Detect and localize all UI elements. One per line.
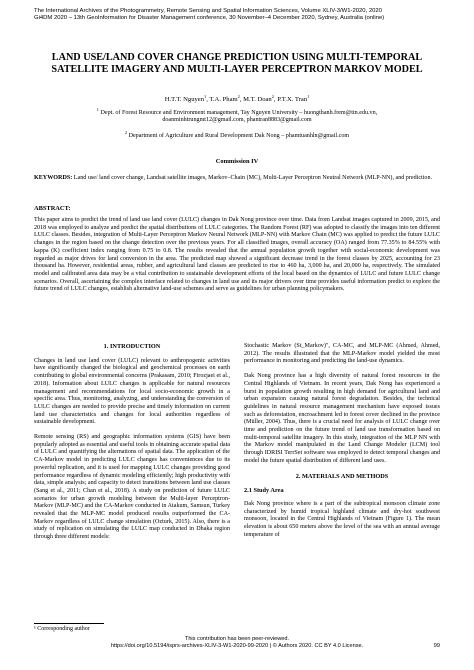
- body-paragraph: Remote sensing (RS) and geographic information systems (GIS) have been popularly adopted as essential and useful tools in obtaining accurate spatial data of LULC and quantifying the alternations of spatial data. The application of the CA-Markov model in predicting LULC changes has conveniences due to its powerful replication, and it is used for mapping LULC changes providing good performance regardless of dynamic modeling efficiently; high productivity with data, simple analysis; and capacity to detect transitions between land use classes (Sang et al., 2011; Chan et al., 2018). A study on prediction of future LULC scenarios for urban growth modeling between the Multi-layer Perceptron-Markov (MLP-MC) and the CA-Markov conducted in Atakum, Samsun, Turkey revealed that the MLP-MC model produced results outperformed the CA-Markov regardless of LULC change simulation (Ozturk, 2015). Also, there is a study of replication on simulating the LULC map conducted in Dhaka region through three different models:: [34, 434, 230, 541]
- affiliation-2: [32, 130, 442, 140]
- section-heading-introduction: 1. INTRODUCTION: [103, 343, 161, 350]
- footnote: ¹ Corresponding author: [34, 626, 90, 632]
- footer-doi-link[interactable]: https://doi.org/10.5194/isprs-archives-XLIV-3-W1-2020-99-2020 | © Authors 2020. CC BY 4.0 License.: [110, 643, 364, 649]
- right-column: [244, 343, 440, 546]
- abstract-text: This paper aims to predict the trend of land use land cover (LULC) changes in Dak Nong province over time. Data from Landsat images captured in 2009, 2015, and 2018 was employed to analyze and predict the spatial distributions of LULC categories. The Random Forest (RF) was adopted to classify the images into ten different LULC classes. Besides, integration of Multi-Layer Perceptron Markov Neural Network (MLP-NN) with Markov Chain (MC) was applied to predict the future LULC changes in the region based on the change detection over the previous years. For all classified images, overall accuracy (OA) ranged from 77.35% to 84.55% with kappa (K) coefficient index ranging from 0.75 to 0.8. The results revealed that the annual population growth together with social-economic development was regarded as major drives for land conversion in the area. The predicted map showed a significant decrease trend in the forest classes by 2025, accounting for 23 thousand ha. However, residential areas, rubber, and agricultural land classes are predicted to rise to 460 ha, 3,000 ha, and 20,000 ha, respectively. The simulated model and calibrated area data may be a vital contribution to sustainable development efforts of the local based on the dynamics of LULC and future LULC change scenarios. Overall, ascertaining the complex interface related to changes in land use and its major drivers over time provides useful information predict to explore the future trend of LULC changes, establish alternative land-use schemes and serve as guidelines for urban planning policymakers.: [34, 217, 440, 293]
- section-heading-materials-methods: 2. MATERIALS AND METHODS: [295, 472, 389, 480]
- author-name: P.T.X. Tran: [277, 96, 308, 103]
- author-affiliation-mark: 2: [237, 93, 240, 99]
- commission-label: Commission IV: [215, 158, 259, 165]
- affiliation-text: Dept. of Forest Resource and Environment management, Tay Nguyen University – huongthanh.frem@ttn.edu.vn,: [100, 110, 378, 117]
- abstract-heading: ABSTRACT:: [34, 205, 71, 212]
- keywords-block: [34, 175, 440, 182]
- affiliation-text: Department of Agriculture and Rural Development Dak Nong – phamtuanhln@gmail.com: [128, 133, 350, 140]
- affiliation-1: [32, 107, 442, 125]
- body-paragraph: Dak Nong province where is a part of the subtropical monsoon climate zone characterized by humid tropical highland climate and dry-hot southwest monsoon, located in the Central Highlands of Vietnam (Figure 1). The mean elevation is about 650 meters above the level of the sea with an annual average temperature of: [244, 500, 440, 538]
- affiliation-mark: 1: [96, 107, 99, 112]
- affiliation-emails: doanminhtrungmt12@gmail.com, phantran8883@gmail.com: [162, 117, 312, 124]
- author-affiliation-mark: 1: [307, 93, 310, 99]
- footer-review-note: This contribution has been peer-reviewed.: [184, 636, 290, 642]
- page-number: 99: [433, 643, 440, 649]
- author-name: M.T. Doan: [243, 96, 272, 103]
- keywords-label: KEYWORDS:: [34, 175, 73, 181]
- author-affiliation-mark: 1: [204, 93, 207, 99]
- author-affiliation-mark: 2: [271, 93, 274, 99]
- body-paragraph: Stochastic Markov (St_Markov)", CA-MC, and MLP-MC (Ahmed, Ahmed, 2012). The results illustrated that the MLP-Markov model yielded the most performance in monitoring and predicting the land-use dynamics.: [244, 343, 440, 365]
- body-paragraph: Dak Nong province has a high diversity of natural forest resources in the Central Highlands of Vietnam. In recent years, Dak Nong has experienced a burst in population growth resulting in high demand for agricultural land and urban expansion causing natural forest degradation. Besides, the technical guidelines in natural resource management mechanism have exposed issues such as deforestation, encroachment led to forest cover declined in the province (Müller, 2004). Thus, there is a crucial need for analysis of LULC change over time and prediction on the future trend of land use transformation based on multi-temporal satellite imagery. In this study, integration of the MLP NN with the Markov model manipulated in the Land Change Modeler (LCM) tool through IDRISI TerrSet software was employed to detect temporal changes and model the future spatial distribution of different land uses.: [244, 373, 440, 464]
- left-column: [34, 343, 230, 549]
- affiliation-mark: 2: [124, 130, 128, 135]
- author-list: H.T.T. Nguyen$^1$, T.A. Pham$^2$, M.T. Doan$^2$, P.T.X. Tran$^1$: [164, 93, 310, 103]
- paper-title: LAND USE/LAND COVER CHANGE PREDICTION USING MULTI-TEMPORAL SATELLITE IMAGERY AND MULTI-LAYER PERCEPTRON MARKOV MODEL: [51, 52, 423, 75]
- running-header-line-2: Gi4DM 2020 – 13th GeoInformation for Disaster Management conference, 30 November–4 December 2020, Sydney, Australia (online): [34, 15, 385, 22]
- author-name: H.T.T. Nguyen: [164, 96, 205, 103]
- subsection-heading-study-area: 2.1 Study Area: [244, 487, 284, 495]
- author-name: T.A. Pham: [209, 96, 238, 103]
- body-paragraph: Changes in land use land cover (LULC) relevant to anthropogenic activities have significantly changed the biological and geochemical processes on earth contributing to global environmental concerns (Prakasam, 2010; Firozjaei et al., 2018). Information about LULC changes is applicable for natural resources management and recommendations for local socio-economic growth in a specific area. Thus, monitoring, analyzing, and understanding the conversion of LULC changes are needed to provide precise and timely information on current land use characteristics and changes for local authorities regardless of sustainable development.: [34, 357, 230, 426]
- keywords-text: Land use/ land cover change, Landsat satellite images, Markov–Chain (MC), Multi-Layer Perceptron Neutral Network (MLP-NN), and prediction.: [73, 175, 433, 181]
- running-header-line-1: The International Archives of the Photogrammetry, Remote Sensing and Spatial Information Sciences, Volume XLIV-3/W1-2020, 2020: [34, 8, 382, 14]
- page-footer: [34, 636, 440, 650]
- footnote-divider: [34, 623, 104, 624]
- running-header: [34, 8, 440, 22]
